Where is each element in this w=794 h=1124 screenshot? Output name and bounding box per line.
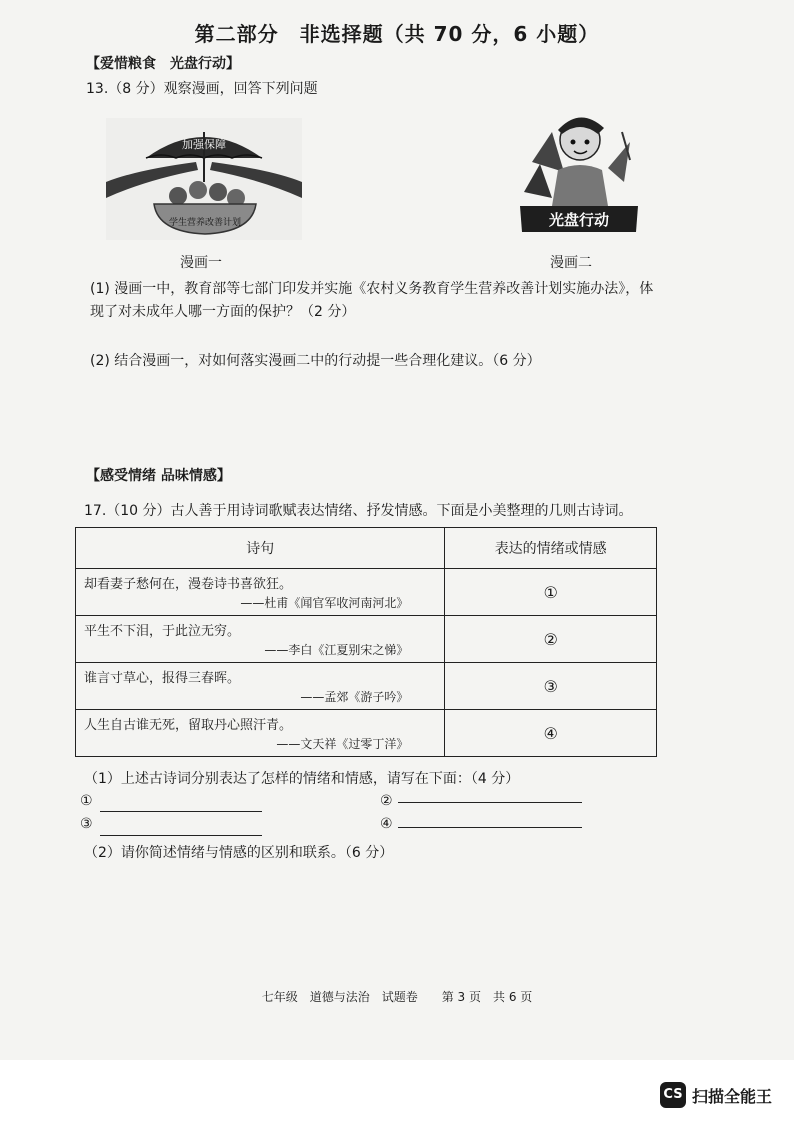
table-row — [76, 616, 657, 663]
answer-blank-1[interactable] — [100, 810, 262, 812]
table-row — [76, 663, 657, 710]
cartoon-one-image — [106, 118, 302, 240]
table-row — [76, 569, 657, 616]
q13-sub2: (2) 结合漫画一，对如何落实漫画二中的行动提一些合理化建议。（6 分） — [90, 353, 541, 369]
section-heading-food: 【爱惜粮食 光盘行动】 — [86, 56, 240, 72]
blank-label-2: ② — [380, 793, 393, 809]
q17-sub2: （2）请你简述情绪与情感的区别和联系。（6 分） — [84, 845, 394, 861]
answer-blank-3[interactable] — [100, 834, 262, 836]
poem-line: 谁言寸草心，报得三春晖。 — [84, 671, 241, 686]
part-title: 第二部分 非选择题（共 70 分，6 小题） — [194, 22, 600, 46]
table-row — [76, 710, 657, 757]
camscanner-brand: 扫描全能王 — [692, 1087, 773, 1106]
question-13-stem: 13.（8 分）观察漫画，回答下列问题 — [86, 81, 318, 97]
answer-mark: ② — [445, 616, 657, 663]
section-heading-emotion: 【感受情绪 品味情感】 — [86, 468, 231, 484]
answer-mark: ④ — [445, 710, 657, 757]
blank-label-3: ③ — [80, 816, 93, 832]
poem-line: 平生不下泪，于此泣无穷。 — [84, 624, 241, 639]
question-17-stem: 17.（10 分）古人善于用诗词歌赋表达情绪、抒发情感。下面是小美整理的几则古诗词。 — [84, 503, 633, 519]
cartoon-two-image — [512, 102, 646, 234]
cartoon-two-caption: 漫画二 — [550, 255, 592, 271]
umbrella-text: 加强保障 — [182, 138, 226, 151]
table-header-emotion: 表达的情绪或情感 — [445, 528, 657, 569]
answer-blank-4[interactable] — [398, 826, 582, 828]
poem-source: ——李白《江夏别宋之悌》 — [264, 643, 409, 657]
blank-label-1: ① — [80, 793, 93, 809]
poem-line: 却看妻子愁何在，漫卷诗书喜欲狂。 — [84, 577, 293, 592]
table-header-poem: 诗句 — [76, 528, 445, 569]
cartoon-one-caption: 漫画一 — [180, 255, 222, 271]
poem-table — [75, 527, 657, 757]
q13-sub1-line2: 现了对未成年人哪一方面的保护？（2 分） — [90, 304, 356, 320]
bowl-text: 学生营养改善计划 — [168, 218, 242, 228]
answer-blank-2[interactable] — [398, 801, 582, 803]
page-footer: 七年级 道德与法治 试题卷 第 3 页 共 6 页 — [261, 990, 533, 1004]
poem-line: 人生自古谁无死，留取丹心照汗青。 — [84, 718, 293, 733]
q13-sub1-line1: (1) 漫画一中，教育部等七部门印发并实施《农村义务教育学生营养改善计划实施办法》，体 — [90, 281, 654, 297]
table-header-row — [76, 528, 657, 569]
answer-mark: ① — [445, 569, 657, 616]
q17-sub1: （1）上述古诗词分别表达了怎样的情绪和情感，请写在下面：（4 分） — [84, 771, 520, 787]
poem-source: ——杜甫《闻官军收河南河北》 — [240, 596, 409, 610]
poem-source: ——文天祥《过零丁洋》 — [276, 737, 409, 751]
poem-source: ——孟郊《游子吟》 — [300, 690, 409, 704]
banner-text: 光盘行动 — [548, 211, 610, 229]
answer-mark: ③ — [445, 663, 657, 710]
camscanner-logo: CS — [660, 1082, 686, 1108]
blank-label-4: ④ — [380, 816, 393, 832]
